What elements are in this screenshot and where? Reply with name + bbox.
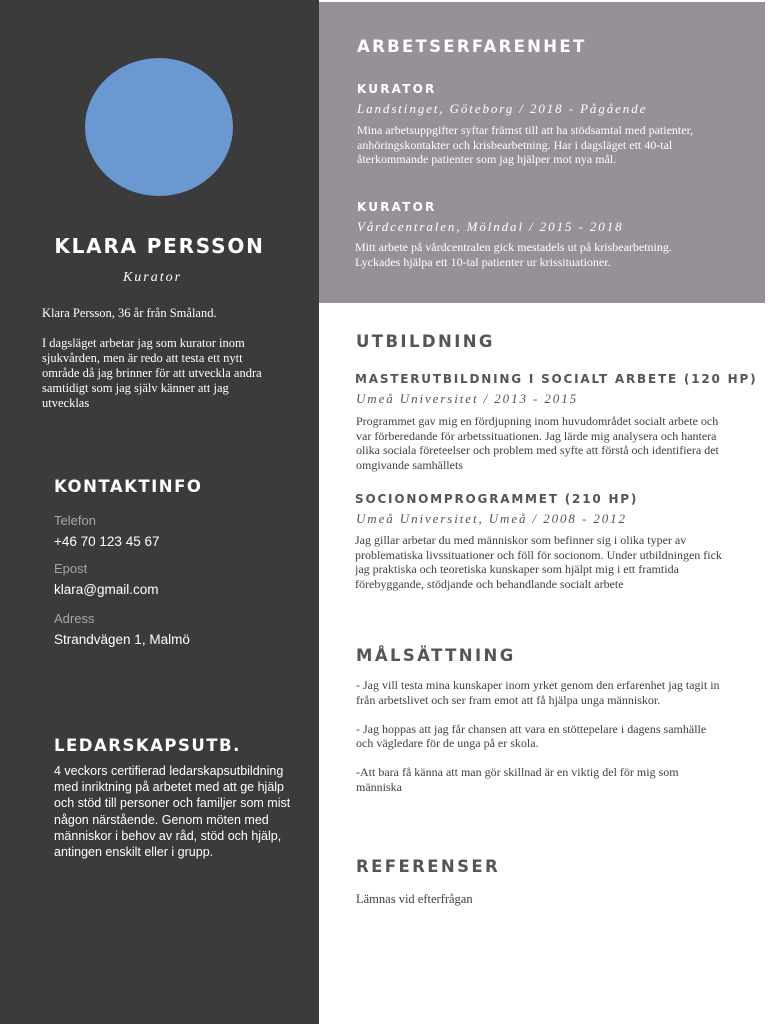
- about-text: I dagsläget arbetar jag som kurator inom sjukvården, men är redo att testa ett nytt område då jag brinner för att utveckla andra samtidigt som jag själv känner att jag utvecklas: [42, 336, 262, 410]
- education-title: SOCIONOMPROGRAMMET (210 HP): [355, 492, 639, 506]
- education-description: Programmet gav mig en fördjupning inom huvudområdet socialt arbete och var förberedande för arbetssituationen. Jag lärde mig analysera och hantera olika sociala företeelser och problem med syfte att förstå och identifiera det omgivande samhällets: [356, 414, 719, 472]
- address-value: Strandvägen 1, Malmö: [54, 632, 190, 647]
- phone-label: Telefon: [54, 513, 96, 528]
- sidebar: [0, 0, 319, 1024]
- about-intro: Klara Persson, 36 år från Småland.: [42, 306, 217, 320]
- work-heading: ARBETSERFARENHET: [357, 37, 587, 56]
- education-description: Jag gillar arbetar du med människor som befinner sig i olika typer av problematiska livssituationer och föll för socionom. Under utbildningen fick jag praktiska och teoretiska kunskaper som hjälpt mig i ett framtida förebyggande, stödjande och behandlande socialt arbete: [355, 533, 722, 591]
- education-heading: UTBILDNING: [356, 332, 495, 351]
- education-school: Umeå Universitet, Umeå / 2008 - 2012: [356, 511, 627, 526]
- goals-heading: MÅLSÄTTNING: [356, 646, 516, 665]
- person-name: KLARA PERSSON: [54, 234, 265, 258]
- person-role: Kurator: [122, 270, 183, 285]
- references-text: Lämnas vid efterfrågan: [356, 892, 473, 906]
- leadership-text: 4 veckors certifierad ledarskapsutbildning med inriktning på arbetet med att ge hjälp och stöd till personer och familjer som mist någon närstående. Genom möten med människor i behov av råd, stöd och hjälp, antingen enskilt eller i grupp.: [54, 764, 291, 860]
- goal-item: - Jag hoppas att jag får chansen att vara en stöttepelare i dagens samhälle och vägledare för de unga på er skola.: [356, 721, 707, 750]
- phone-value[interactable]: +46 70 123 45 67: [54, 534, 160, 549]
- goal-item: -Att bara få känna att man gör skillnad är en viktig del för mig som människa: [356, 765, 679, 794]
- address-label: Adress: [54, 611, 95, 626]
- about-section: [42, 306, 277, 426]
- references-heading: REFERENSER: [356, 857, 501, 876]
- goal-item: - Jag vill testa mina kunskaper inom yrket genom den erfarenhet jag tagit in från arbetslivet och ser fram emot att få hjälpa unga människor.: [356, 678, 720, 707]
- profile-photo: [85, 58, 233, 196]
- goals-list: [356, 678, 726, 809]
- education-title: MASTERUTBILDNING I SOCIALT ARBETE (120 HP): [355, 372, 758, 386]
- email-label: Epost: [54, 561, 88, 576]
- job-description: Mina arbetsuppgifter syftar främst till att ha stödsamtal med patienter, anhöringskontakter och krisbearbetning. Har i dagsläget ett 40-tal återkommande patienter som jag hjälper mot nya mål.: [357, 123, 694, 166]
- contact-heading: KONTAKTINFO: [54, 477, 203, 496]
- job-title: KURATOR: [357, 82, 437, 96]
- education-school: Umeå Universitet / 2013 - 2015: [356, 391, 579, 406]
- job-title: KURATOR: [357, 200, 437, 214]
- email-value[interactable]: klara@gmail.com: [54, 582, 159, 597]
- work-experience-section: [319, 2, 765, 303]
- job-employer: Vårdcentralen, Mölndal / 2015 - 2018: [357, 219, 624, 234]
- job-description: Mitt arbete på vårdcentralen gick mestadels ut på krisbearbetning. Lyckades hjälpa ett 10-tal patienter ur krissituationer.: [355, 240, 672, 269]
- job-employer: Landstinget, Göteborg / 2018 - Pågående: [357, 101, 648, 116]
- leadership-heading: LEDARSKAPSUTB.: [54, 736, 241, 755]
